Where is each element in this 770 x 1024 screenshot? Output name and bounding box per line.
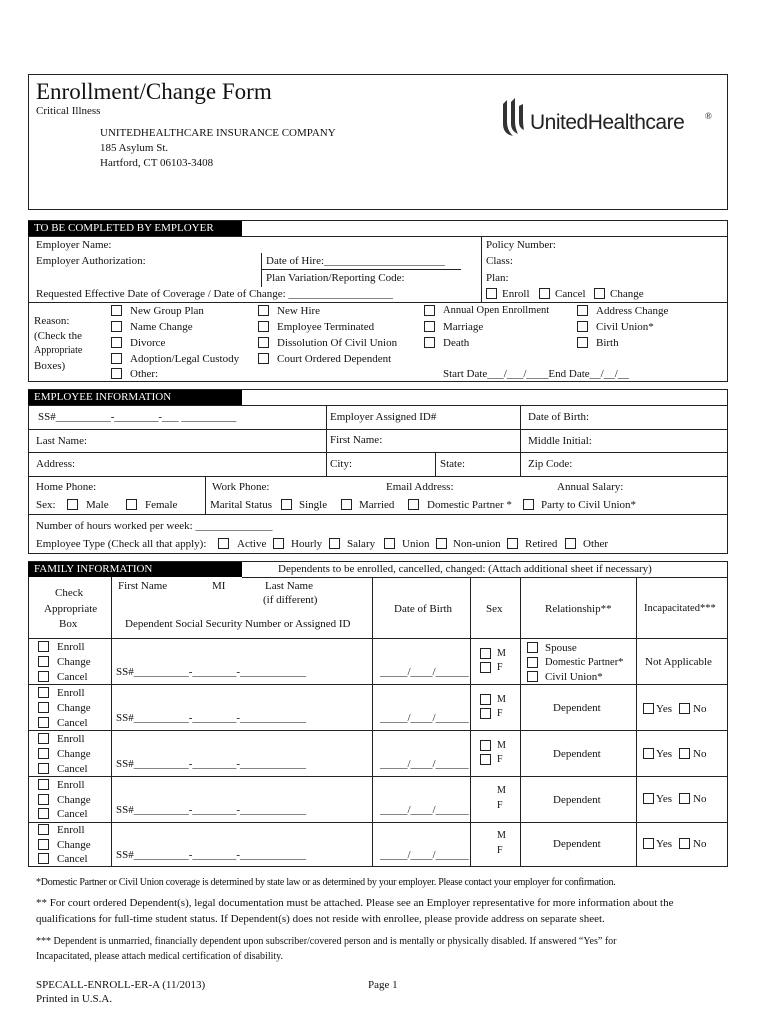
- employee-zip-label: Zip Code:: [528, 458, 573, 470]
- row3-ss-field[interactable]: SS#__________-________-____________: [116, 758, 307, 770]
- divorce-label: Divorce: [130, 337, 166, 349]
- not-applicable-label: Not Applicable: [645, 656, 712, 668]
- printed-in: Printed in U.S.A.: [36, 993, 113, 1005]
- plan-label: Plan:: [486, 272, 509, 284]
- row1-civil-union-label: Civil Union*: [545, 671, 603, 683]
- court-ordered-dependent-label: Court Ordered Dependent: [277, 353, 392, 365]
- employer-authorization-label: Employer Authorization:: [36, 255, 146, 267]
- employee-first-name-label: First Name:: [330, 434, 383, 446]
- row4-no-label: No: [693, 793, 707, 805]
- name-change-checkbox[interactable]: [111, 321, 122, 332]
- employee-last-name-label: Last Name:: [36, 435, 88, 447]
- row1-f-checkbox[interactable]: [480, 662, 491, 673]
- employee-address-label: Address:: [36, 458, 76, 470]
- female-label: Female: [145, 499, 178, 511]
- row3-change-checkbox[interactable]: [38, 748, 49, 759]
- footnote-incapacitated-2: Incapacitated, please attach medical certification of disability.: [36, 951, 284, 962]
- dep-ssn-header: Dependent Social Security Number or Assigned ID: [125, 618, 351, 630]
- check-box-label-2: Appropriate: [44, 603, 98, 615]
- hourly-checkbox[interactable]: [273, 538, 284, 549]
- employer-section-header: TO BE COMPLETED BY EMPLOYER: [28, 221, 242, 236]
- form-title: Enrollment/Change Form: [36, 79, 272, 104]
- domestic-partner-checkbox[interactable]: [408, 499, 419, 510]
- row2-m-checkbox[interactable]: [480, 694, 491, 705]
- row2-change-checkbox[interactable]: [38, 702, 49, 713]
- row2-yes-label: Yes: [656, 703, 673, 715]
- form-subtitle: Critical Illness: [36, 105, 101, 117]
- footnote-domestic-partner: *Domestic Partner or Civil Union coverage is determined by state law or as determined by your employer. Please contact your employer for confirmation.: [36, 877, 616, 888]
- dissolution-civil-union-checkbox[interactable]: [258, 337, 269, 348]
- birth-label: Birth: [596, 337, 619, 349]
- employer-assigned-id-label: Employer Assigned ID#: [330, 411, 437, 423]
- row2-f-label: F: [497, 708, 503, 719]
- death-checkbox[interactable]: [424, 337, 435, 348]
- row2-m-label: M: [497, 694, 506, 705]
- check-box-label-1: Check: [55, 587, 84, 599]
- salary-label: Salary: [347, 538, 376, 550]
- adoption-checkbox[interactable]: [111, 353, 122, 364]
- row5-yes-checkbox[interactable]: [643, 838, 654, 849]
- dependents-note: Dependents to be enrolled, cancelled, changed: (Attach additional sheet if necessary): [278, 563, 652, 575]
- row5-dob-field[interactable]: _____/____/______: [380, 849, 469, 861]
- company-address-line1: 185 Asylum St.: [100, 142, 169, 154]
- married-checkbox[interactable]: [341, 499, 352, 510]
- row3-dob-field[interactable]: _____/____/______: [380, 758, 469, 770]
- row5-yes-label: Yes: [656, 838, 673, 850]
- row2-cancel-checkbox[interactable]: [38, 717, 49, 728]
- row1-enroll-label: Enroll: [57, 641, 85, 653]
- row3-f-label: F: [497, 754, 503, 765]
- row4-enroll-checkbox[interactable]: [38, 779, 49, 790]
- cancel-checkbox[interactable]: [539, 288, 550, 299]
- requested-effective-date-field[interactable]: Requested Effective Date of Coverage / Date of Change: ___________________: [36, 288, 393, 300]
- company-name: UNITEDHEALTHCARE INSURANCE COMPANY: [100, 127, 336, 139]
- row2-ss-field[interactable]: SS#__________-________-____________: [116, 712, 307, 724]
- row1-f-label: F: [497, 662, 503, 673]
- employee-city-label: City:: [330, 458, 353, 470]
- row2-dob-field[interactable]: _____/____/______: [380, 712, 469, 724]
- party-civil-union-checkbox[interactable]: [523, 499, 534, 510]
- policy-number-label: Policy Number:: [486, 239, 556, 251]
- class-label: Class:: [486, 255, 513, 267]
- reason-label-4: Boxes): [34, 360, 66, 372]
- row5-enroll-checkbox[interactable]: [38, 824, 49, 835]
- row2-f-checkbox[interactable]: [480, 708, 491, 719]
- birth-checkbox[interactable]: [577, 337, 588, 348]
- row4-change-checkbox[interactable]: [38, 794, 49, 805]
- row5-f-label[interactable]: F: [497, 845, 503, 856]
- new-hire-checkbox[interactable]: [258, 305, 269, 316]
- dep-last-name-header: Last Name: [265, 580, 313, 592]
- company-logo: [500, 96, 716, 140]
- logo-registered-mark: ®: [705, 111, 712, 121]
- dissolution-civil-union-label: Dissolution Of Civil Union: [277, 337, 398, 349]
- row4-cancel-label: Cancel: [57, 808, 88, 820]
- court-ordered-dependent-checkbox[interactable]: [258, 353, 269, 364]
- footnote-court-ordered-1: ** For court ordered Dependent(s), legal documentation must be attached. Please see an Employer representative for more information about the: [36, 897, 674, 909]
- enroll-label: Enroll: [502, 288, 530, 300]
- other-reason-checkbox[interactable]: [111, 368, 122, 379]
- row1-m-checkbox[interactable]: [480, 648, 491, 659]
- plan-variation-field[interactable]: Plan Variation/Reporting Code:: [266, 272, 405, 284]
- page-number: Page 1: [368, 979, 398, 991]
- row2-yes-checkbox[interactable]: [643, 703, 654, 714]
- dep-incapacitated-header: Incapacitated***: [644, 603, 716, 614]
- row3-m-checkbox[interactable]: [480, 740, 491, 751]
- row3-dependent-label: Dependent: [553, 748, 601, 760]
- employee-middle-initial-label: Middle Initial:: [528, 435, 592, 447]
- row1-enroll-checkbox[interactable]: [38, 641, 49, 652]
- row4-change-label: Change: [57, 794, 91, 806]
- employee-terminated-label: Employee Terminated: [277, 321, 375, 333]
- row1-civil-union-checkbox[interactable]: [527, 671, 538, 682]
- row4-m-label[interactable]: M: [497, 785, 506, 796]
- name-change-label: Name Change: [130, 321, 193, 333]
- non-union-checkbox[interactable]: [436, 538, 447, 549]
- marital-status-label: Marital Status: [210, 499, 273, 511]
- party-civil-union-label: Party to Civil Union*: [541, 499, 637, 511]
- enroll-checkbox[interactable]: [486, 288, 497, 299]
- retired-label: Retired: [525, 538, 558, 550]
- row3-f-checkbox[interactable]: [480, 754, 491, 765]
- row1-ss-field[interactable]: SS#__________-________-____________: [116, 666, 307, 678]
- row2-no-label: No: [693, 703, 707, 715]
- annual-open-enrollment-label: Annual Open Enrollment: [443, 305, 550, 316]
- row3-cancel-label: Cancel: [57, 763, 88, 775]
- male-label: Male: [86, 499, 109, 511]
- row5-no-checkbox[interactable]: [679, 838, 690, 849]
- row4-dependent-label: Dependent: [553, 794, 601, 806]
- row3-enroll-label: Enroll: [57, 733, 85, 745]
- adoption-label: Adoption/Legal Custody: [130, 353, 240, 365]
- row4-enroll-label: Enroll: [57, 779, 85, 791]
- row1-domestic-partner-checkbox[interactable]: [527, 657, 538, 668]
- row1-domestic-partner-label: Domestic Partner*: [545, 657, 624, 668]
- dep-first-name-header: First Name: [118, 580, 168, 592]
- row3-m-label: M: [497, 740, 506, 751]
- annual-open-enrollment-checkbox[interactable]: [424, 305, 435, 316]
- footnote-court-ordered-2: qualifications for full-time student status. If Dependent(s) does not reside with enrollee, please provide address on separate sheet.: [36, 913, 605, 925]
- new-group-plan-checkbox[interactable]: [111, 305, 122, 316]
- employee-section-header: EMPLOYEE INFORMATION: [28, 390, 242, 405]
- death-label: Death: [443, 337, 470, 349]
- row4-ss-field[interactable]: SS#__________-________-____________: [116, 804, 307, 816]
- employee-state-label: State:: [440, 458, 466, 470]
- other-type-label: Other: [583, 538, 609, 550]
- row5-cancel-checkbox[interactable]: [38, 853, 49, 864]
- row5-ss-field[interactable]: SS#__________-________-____________: [116, 849, 307, 861]
- non-union-label: Non-union: [453, 538, 501, 550]
- row5-no-label: No: [693, 838, 707, 850]
- row1-change-checkbox[interactable]: [38, 656, 49, 667]
- address-change-label: Address Change: [596, 305, 669, 317]
- spouse-label: Spouse: [545, 642, 577, 654]
- row1-change-label: Change: [57, 656, 91, 668]
- single-checkbox[interactable]: [281, 499, 292, 510]
- other-reason-label: Other:: [130, 368, 159, 380]
- row3-cancel-checkbox[interactable]: [38, 763, 49, 774]
- spouse-checkbox[interactable]: [527, 642, 538, 653]
- union-label: Union: [402, 538, 430, 550]
- logo-text: UnitedHealthcare: [530, 111, 685, 134]
- row1-dob-field[interactable]: _____/____/______: [380, 666, 469, 678]
- marriage-label: Marriage: [443, 321, 484, 333]
- form-code: SPECALL-ENROLL-ER-A (11/2013): [36, 979, 206, 991]
- row4-dob-field[interactable]: _____/____/______: [380, 804, 469, 816]
- row1-cancel-label: Cancel: [57, 671, 88, 683]
- row2-enroll-label: Enroll: [57, 687, 85, 699]
- male-checkbox[interactable]: [67, 499, 78, 510]
- dep-dob-header: Date of Birth: [394, 603, 453, 615]
- marriage-checkbox[interactable]: [424, 321, 435, 332]
- row3-enroll-checkbox[interactable]: [38, 733, 49, 744]
- company-address-line2: Hartford, CT 06103-3408: [100, 157, 214, 169]
- row3-change-label: Change: [57, 748, 91, 760]
- work-phone-label: Work Phone:: [212, 481, 270, 493]
- address-change-checkbox[interactable]: [577, 305, 588, 316]
- new-hire-label: New Hire: [277, 305, 321, 317]
- retired-checkbox[interactable]: [507, 538, 518, 549]
- union-checkbox[interactable]: [384, 538, 395, 549]
- row2-change-label: Change: [57, 702, 91, 714]
- hourly-label: Hourly: [291, 538, 323, 550]
- row5-m-label[interactable]: M: [497, 830, 506, 841]
- row2-no-checkbox[interactable]: [679, 703, 690, 714]
- row4-f-label[interactable]: F: [497, 800, 503, 811]
- check-box-label-3: Box: [59, 618, 78, 630]
- row5-change-label: Change: [57, 839, 91, 851]
- cancel-label: Cancel: [555, 288, 586, 300]
- employee-ss-field[interactable]: SS#__________-________-___ __________: [38, 411, 237, 423]
- dep-sex-header: Sex: [486, 603, 503, 615]
- row5-dependent-label: Dependent: [553, 838, 601, 850]
- footnote-incapacitated-1: *** Dependent is unmarried, financially dependent upon subscriber/covered person and is mentally or physically disabled. If answered “Yes” for: [36, 936, 617, 947]
- row4-cancel-checkbox[interactable]: [38, 808, 49, 819]
- dep-mi-header: MI: [212, 580, 226, 592]
- row1-cancel-checkbox[interactable]: [38, 671, 49, 682]
- active-checkbox[interactable]: [218, 538, 229, 549]
- date-of-hire-field[interactable]: Date of Hire:______________________: [266, 255, 446, 267]
- employee-terminated-checkbox[interactable]: [258, 321, 269, 332]
- civil-union-label: Civil Union*: [596, 321, 654, 333]
- divorce-checkbox[interactable]: [111, 337, 122, 348]
- female-checkbox[interactable]: [126, 499, 137, 510]
- other-type-checkbox[interactable]: [565, 538, 576, 549]
- row4-yes-label: Yes: [656, 793, 673, 805]
- row5-cancel-label: Cancel: [57, 853, 88, 865]
- start-end-date-field[interactable]: Start Date___/___/____End Date__/__/__: [443, 368, 629, 380]
- row2-cancel-label: Cancel: [57, 717, 88, 729]
- row2-dependent-label: Dependent: [553, 702, 601, 714]
- row5-change-checkbox[interactable]: [38, 839, 49, 850]
- dep-relationship-header: Relationship**: [545, 603, 612, 615]
- logo-mark-icon: [500, 96, 526, 138]
- row3-no-label: No: [693, 748, 707, 760]
- domestic-partner-label: Domestic Partner *: [427, 499, 512, 511]
- employee-dob-label: Date of Birth:: [528, 411, 590, 423]
- married-label: Married: [359, 499, 395, 511]
- reason-label-1: Reason:: [34, 315, 70, 327]
- new-group-plan-label: New Group Plan: [130, 305, 204, 317]
- row3-yes-checkbox[interactable]: [643, 748, 654, 759]
- family-section-header: FAMILY INFORMATION: [28, 562, 242, 577]
- hours-per-week-field[interactable]: Number of hours worked per week: ______________: [36, 520, 273, 532]
- reason-label-2: (Check the: [34, 330, 82, 342]
- row3-no-checkbox[interactable]: [679, 748, 690, 759]
- reason-label-3: Appropriate: [34, 345, 83, 356]
- salary-checkbox[interactable]: [329, 538, 340, 549]
- civil-union-checkbox[interactable]: [577, 321, 588, 332]
- row1-m-label: M: [497, 648, 506, 659]
- row2-enroll-checkbox[interactable]: [38, 687, 49, 698]
- dep-if-different-header: (if different): [263, 594, 318, 606]
- home-phone-label: Home Phone:: [36, 481, 97, 493]
- employee-type-label: Employee Type (Check all that apply):: [36, 538, 207, 550]
- row5-enroll-label: Enroll: [57, 824, 85, 836]
- sex-label: Sex:: [36, 499, 56, 511]
- row3-yes-label: Yes: [656, 748, 673, 760]
- change-checkbox[interactable]: [594, 288, 605, 299]
- change-label: Change: [610, 288, 644, 300]
- email-label: Email Address:: [386, 481, 454, 493]
- employer-name-label: Employer Name:: [36, 239, 112, 251]
- annual-salary-label: Annual Salary:: [557, 481, 624, 493]
- active-label: Active: [237, 538, 267, 550]
- single-label: Single: [299, 499, 328, 511]
- row4-yes-checkbox[interactable]: [643, 793, 654, 804]
- row4-no-checkbox[interactable]: [679, 793, 690, 804]
